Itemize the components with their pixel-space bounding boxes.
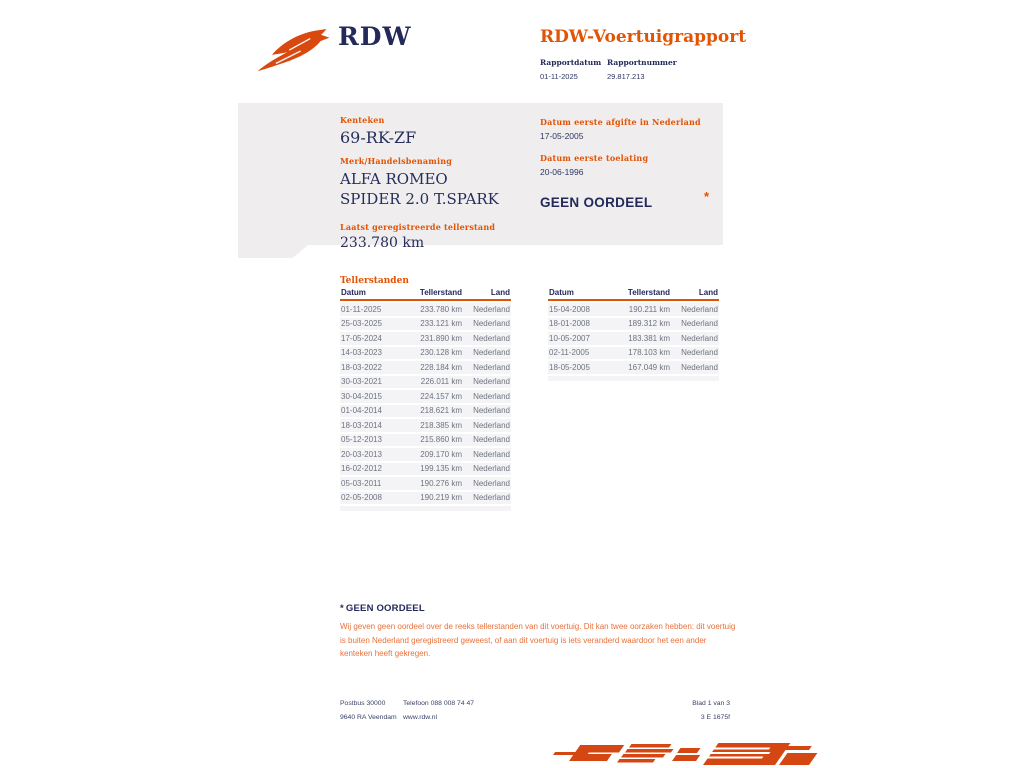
cell-datum: 20-03-2013 <box>341 449 382 459</box>
cell-tellerstand: 190.211 km <box>628 304 670 314</box>
cell-land: Nederland <box>473 493 510 503</box>
cell-land: Nederland <box>473 449 510 459</box>
geen-oordeel-footnote <box>340 603 738 661</box>
kenteken-value: 69-RK-ZF <box>340 128 417 147</box>
cell-tellerstand: 224.157 km <box>420 391 462 401</box>
cell-tellerstand: 178.103 km <box>628 348 670 358</box>
footnote-title-text: GEEN OORDEEL <box>345 603 425 614</box>
report-title: RDW-Voertuigrapport <box>540 27 747 47</box>
table-end-strip <box>548 376 719 381</box>
table-row <box>340 405 511 418</box>
cell-tellerstand: 189.312 km <box>628 319 670 329</box>
cell-land: Nederland <box>473 333 510 343</box>
cell-tellerstand: 215.860 km <box>420 435 462 445</box>
cell-datum: 18-01-2008 <box>549 319 590 329</box>
table-row <box>548 332 719 345</box>
tellerstanden-title: Tellerstanden <box>340 276 409 286</box>
table-body <box>340 303 511 504</box>
cell-datum: 17-05-2024 <box>341 333 382 343</box>
table-row <box>340 419 511 432</box>
cell-land: Nederland <box>473 420 510 430</box>
table-row <box>340 492 511 505</box>
feather-pattern-icon <box>545 736 825 768</box>
table-row <box>340 303 511 316</box>
cell-tellerstand: 233.121 km <box>420 319 462 329</box>
table-row <box>340 448 511 461</box>
cell-tellerstand: 218.385 km <box>420 420 462 430</box>
cell-datum: 30-03-2021 <box>341 377 382 387</box>
cell-datum: 02-11-2005 <box>549 348 590 358</box>
cell-land: Nederland <box>473 406 510 416</box>
rdw-bird-logo-icon <box>256 29 332 73</box>
table-row <box>340 390 511 403</box>
footer-phone: Telefoon 088 008 74 47 <box>403 700 475 707</box>
tellerstanden-table-right <box>548 290 719 381</box>
cell-datum: 02-05-2008 <box>341 493 382 503</box>
tellerstand-label: Laatst geregistreerde tellerstand <box>340 222 496 232</box>
cell-land: Nederland <box>473 362 510 372</box>
footer-address1: Postbus 30000 <box>340 700 386 707</box>
cell-land: Nederland <box>681 333 718 343</box>
cell-datum: 16-02-2012 <box>341 464 382 474</box>
report-date-value: 01-11-2025 <box>540 72 578 81</box>
oordeel-text: GEEN OORDEEL <box>540 195 653 210</box>
table-row <box>340 361 511 374</box>
col-land: Land <box>698 288 718 297</box>
cell-datum: 10-05-2007 <box>549 333 590 343</box>
cell-land: Nederland <box>681 304 718 314</box>
merk-line1: ALFA ROMEO <box>340 170 448 188</box>
table-header <box>548 290 719 301</box>
table-body <box>548 303 719 374</box>
merk-line2: SPIDER 2.0 T.SPARK <box>340 190 499 208</box>
cell-datum: 01-11-2025 <box>341 304 382 314</box>
cell-land: Nederland <box>473 478 510 488</box>
cell-tellerstand: 226.011 km <box>420 377 462 387</box>
footnote-title <box>340 603 738 614</box>
afgifte-value: 17-05-2005 <box>540 131 584 141</box>
cell-land: Nederland <box>473 435 510 445</box>
report-number-label: Rapportnummer <box>607 58 677 67</box>
cell-datum: 01-04-2014 <box>341 406 382 416</box>
report-date-label: Rapportdatum <box>540 58 602 67</box>
kenteken-label: Kenteken <box>340 115 385 125</box>
page-footer <box>340 700 730 730</box>
table-row <box>548 318 719 331</box>
col-land: Land <box>490 288 510 297</box>
cell-tellerstand: 231.890 km <box>420 333 462 343</box>
cell-datum: 18-05-2005 <box>549 362 590 372</box>
rdw-logo-text: RDW <box>338 22 412 51</box>
cell-land: Nederland <box>473 348 510 358</box>
cell-datum: 15-04-2008 <box>549 304 590 314</box>
toelating-label: Datum eerste toelating <box>540 153 649 163</box>
cell-datum: 14-03-2023 <box>341 348 382 358</box>
table-row <box>340 318 511 331</box>
table-end-strip <box>340 506 511 511</box>
footer-form-code: 3 E 1675f <box>700 714 730 721</box>
oordeel-asterisk: * <box>703 189 709 204</box>
cell-tellerstand: 190.219 km <box>420 493 462 503</box>
report-number-value: 29.817.213 <box>607 72 645 81</box>
cell-land: Nederland <box>681 319 718 329</box>
cell-land: Nederland <box>681 348 718 358</box>
footer-address2: 9640 RA Veendam <box>340 714 397 721</box>
report-meta <box>540 58 677 81</box>
cell-tellerstand: 199.135 km <box>420 464 462 474</box>
cell-land: Nederland <box>681 362 718 372</box>
cell-land: Nederland <box>473 391 510 401</box>
table-row <box>340 332 511 345</box>
cell-land: Nederland <box>473 304 510 314</box>
cell-tellerstand: 183.381 km <box>628 333 670 343</box>
afgifte-label: Datum eerste afgifte in Nederland <box>540 117 701 127</box>
table-row <box>340 434 511 447</box>
cell-datum: 05-03-2011 <box>341 478 382 488</box>
cell-tellerstand: 167.049 km <box>628 362 670 372</box>
table-row <box>548 347 719 360</box>
col-datum: Datum <box>549 288 574 297</box>
cell-tellerstand: 228.184 km <box>420 362 462 372</box>
table-row <box>340 463 511 476</box>
col-tellerstand: Tellerstand <box>419 288 462 297</box>
table-header <box>340 290 511 301</box>
footer-website: www.rdw.nl <box>403 714 437 721</box>
merk-value <box>340 169 499 209</box>
cell-datum: 25-03-2025 <box>341 319 382 329</box>
cell-datum: 05-12-2013 <box>341 435 382 445</box>
cell-land: Nederland <box>473 377 510 387</box>
toelating-value: 20-06-1996 <box>540 167 584 177</box>
cell-tellerstand: 233.780 km <box>420 304 462 314</box>
footer-page-indicator: Blad 1 van 3 <box>692 700 730 707</box>
cell-land: Nederland <box>473 319 510 329</box>
col-datum: Datum <box>341 288 366 297</box>
table-row <box>548 361 719 374</box>
tellerstand-value: 233.780 km <box>340 235 425 251</box>
table-row <box>340 347 511 360</box>
vehicle-summary-box <box>238 103 723 251</box>
cell-tellerstand: 218.621 km <box>420 406 462 416</box>
merk-label: Merk/Handelsbenaming <box>340 156 453 166</box>
footnote-body: Wij geven geen oordeel over de reeks tellerstanden van dit voertuig. Dit kan twee oorzaken hebben: dit voertuig is buiten Nederland geregistreerd geweest, of aan dit voertuig is iets veranderd waardoor het een ander kenteken heeft gekregen. <box>340 622 736 658</box>
cell-datum: 18-03-2014 <box>341 420 382 430</box>
cell-land: Nederland <box>473 464 510 474</box>
cell-tellerstand: 190.276 km <box>420 478 462 488</box>
cell-datum: 18-03-2022 <box>341 362 382 372</box>
table-row <box>340 477 511 490</box>
cell-datum: 30-04-2015 <box>341 391 382 401</box>
table-row <box>340 376 511 389</box>
tellerstanden-table-left <box>340 290 511 511</box>
cell-tellerstand: 230.128 km <box>420 348 462 358</box>
cell-tellerstand: 209.170 km <box>420 449 462 459</box>
table-row <box>548 303 719 316</box>
footnote-asterisk: * <box>340 603 344 614</box>
col-tellerstand: Tellerstand <box>627 288 670 297</box>
